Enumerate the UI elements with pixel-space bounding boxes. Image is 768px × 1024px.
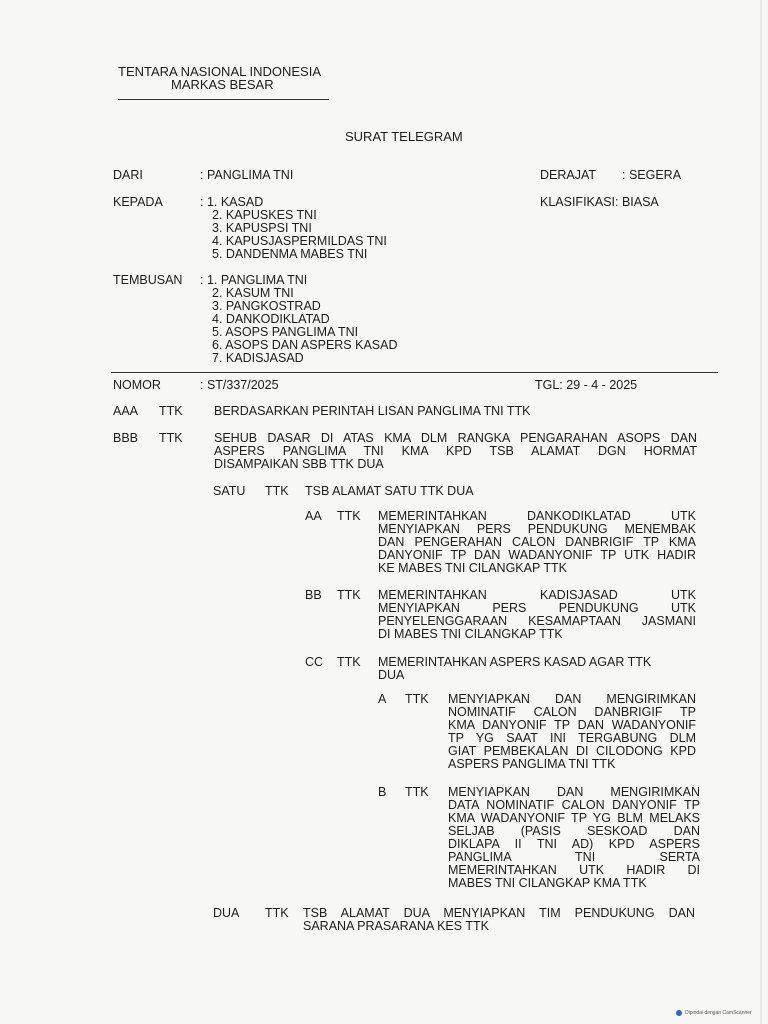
list-item: 3. KAPUSPSI TNI bbox=[212, 221, 312, 235]
tembusan-label: TEMBUSAN bbox=[113, 273, 183, 287]
tanggal: TGL: 29 - 4 - 2025 bbox=[535, 378, 638, 392]
list-item: : 1. KASAD bbox=[200, 195, 264, 209]
ttk-label: TTK bbox=[405, 692, 429, 706]
paragraph-line: SELJAB (PASIS SESKOAD DAN bbox=[448, 824, 700, 838]
ttk-label: TTK bbox=[337, 588, 361, 602]
camscanner-icon bbox=[676, 1010, 682, 1016]
paragraph-line: NOMINATIF CALON DANBRIGIF TP bbox=[448, 705, 696, 719]
b-label: B bbox=[378, 785, 387, 799]
scanner-watermark bbox=[676, 1010, 752, 1016]
paragraph-line: TP YG SAAT INI TERGABUNG DLM bbox=[448, 731, 696, 745]
paragraph-line: MABES TNI CILANGKAP KMA TTK bbox=[448, 876, 647, 890]
org-name: TENTARA NASIONAL INDONESIA bbox=[118, 64, 321, 79]
bbb-paragraph bbox=[214, 432, 697, 471]
dari-value: : PANGLIMA TNI bbox=[200, 168, 294, 182]
ttk-label: TTK bbox=[159, 431, 183, 445]
paragraph-line: DUA bbox=[378, 668, 405, 682]
dari-label: DARI bbox=[113, 168, 143, 182]
document-title: SURAT TELEGRAM bbox=[345, 129, 463, 144]
paragraph-line: MENYIAPKAN PERS PENDUKUNG UTK bbox=[378, 601, 696, 615]
paragraph-line: DANYONIF TP DAN WADANYONIF TP UTK HADIR bbox=[378, 548, 696, 562]
ttk-label: TTK bbox=[265, 484, 289, 498]
derajat-value: : SEGERA bbox=[622, 168, 682, 182]
list-item: 7. KADISJASAD bbox=[212, 351, 304, 365]
bb-label: BB bbox=[305, 588, 322, 602]
aa-label: AA bbox=[305, 509, 322, 523]
list-item: 4. KAPUSJASPERMILDAS TNI bbox=[212, 234, 387, 248]
paragraph-line: MEMERINTAHKAN KADISJASAD UTK bbox=[378, 588, 696, 602]
paragraph-line: DIKLAPA II TNI AD) KPD ASPERS bbox=[448, 837, 700, 851]
paragraph-line: DISAMPAIKAN SBB TTK DUA bbox=[214, 457, 384, 471]
aaa-text: BERDASARKAN PERINTAH LISAN PANGLIMA TNI TTK bbox=[214, 404, 531, 418]
ttk-label: TTK bbox=[337, 509, 361, 523]
list-item: 2. KASUM TNI bbox=[212, 286, 294, 300]
header-underline bbox=[118, 99, 329, 100]
paragraph-line: DAN PENGERAHAN CALON DANBRIGIF TP KMA bbox=[378, 535, 696, 549]
tembusan-list bbox=[200, 274, 398, 365]
scan-edge bbox=[760, 0, 762, 1024]
paragraph-line: DATA NOMINATIF CALON DANYONIF TP bbox=[448, 798, 700, 812]
paragraph-line: KMA DANYONIF TP DAN WADANYONIF bbox=[448, 718, 696, 732]
paragraph-line: GIAT PEMBEKALAN DI CILODONG KPD bbox=[448, 744, 696, 758]
klasifikasi-label: KLASIFIKASI bbox=[540, 195, 616, 209]
aaa-label: AAA bbox=[113, 404, 139, 418]
paragraph-line: MEMERINTAHKAN DANKODIKLATAD UTK bbox=[378, 509, 696, 523]
scanner-text: Dipindai dengan CamScanner bbox=[685, 1010, 752, 1016]
list-item: 3. PANGKOSTRAD bbox=[212, 299, 321, 313]
a-paragraph bbox=[448, 693, 696, 771]
paragraph-line: MEMERINTAHKAN ASPERS KASAD AGAR TTK bbox=[378, 655, 652, 669]
paragraph-line: ASPERS PANGLIMA TNI TTK bbox=[448, 757, 616, 771]
kepada-label: KEPADA bbox=[113, 195, 163, 209]
paragraph-line: DI MABES TNI CILANGKAP TTK bbox=[378, 627, 563, 641]
org-unit: MARKAS BESAR bbox=[171, 77, 274, 92]
bbb-label: BBB bbox=[113, 431, 139, 445]
nomor-value: : ST/337/2025 bbox=[200, 378, 279, 392]
list-item: 5. ASOPS PANGLIMA TNI bbox=[212, 325, 359, 339]
list-item: 5. DANDENMA MABES TNI bbox=[212, 247, 368, 261]
ttk-label: TTK bbox=[405, 785, 429, 799]
list-item: 2. KAPUSKES TNI bbox=[212, 208, 317, 222]
satu-text: TSB ALAMAT SATU TTK DUA bbox=[305, 484, 474, 498]
paragraph-line: PENYELENGGARAAN KESAMAPTAAN JASMANI bbox=[378, 614, 696, 628]
paragraph-line: MEMERINTAHKAN UTK HADIR DI bbox=[448, 863, 700, 877]
bb-paragraph bbox=[378, 589, 696, 641]
paragraph-line: MENYIAPKAN DAN MENGIRIMKAN bbox=[448, 785, 700, 799]
paragraph-line: MENYIAPKAN DAN MENGIRIMKAN bbox=[448, 692, 696, 706]
cc-label: CC bbox=[305, 655, 324, 669]
kepada-list bbox=[200, 196, 387, 261]
a-label: A bbox=[378, 692, 387, 706]
ttk-label: TTK bbox=[337, 655, 361, 669]
ttk-label: TTK bbox=[159, 404, 183, 418]
paragraph-line: PANGLIMA TNI SERTA bbox=[448, 850, 700, 864]
list-item: 4. DANKODIKLATAD bbox=[212, 312, 330, 326]
dua-paragraph bbox=[303, 907, 695, 933]
paragraph-line: SARANA PRASARANA KES TTK bbox=[303, 919, 489, 933]
ttk-label: TTK bbox=[265, 906, 289, 920]
aa-paragraph bbox=[378, 510, 696, 575]
paragraph-line: ASPERS PANGLIMA TNI KMA KPD TSB ALAMAT DGN HORMAT bbox=[214, 444, 697, 458]
paragraph-line: SEHUB DASAR DI ATAS KMA DLM RANGKA PENGARAHAN ASOPS DAN bbox=[214, 431, 697, 445]
paragraph-line: TSB ALAMAT DUA MENYIAPKAN TIM PENDUKUNG DAN bbox=[303, 906, 695, 920]
dua-label: DUA bbox=[213, 906, 240, 920]
paragraph-line: KE MABES TNI CILANGKAP TTK bbox=[378, 561, 567, 575]
paragraph-line: KMA WADANYONIF TP YG BLM MELAKS bbox=[448, 811, 700, 825]
satu-label: SATU bbox=[213, 484, 246, 498]
klasifikasi-value: : BIASA bbox=[615, 195, 659, 209]
list-item: 6. ASOPS DAN ASPERS KASAD bbox=[212, 338, 398, 352]
section-divider bbox=[111, 372, 718, 373]
derajat-label: DERAJAT bbox=[540, 168, 597, 182]
paragraph-line: MENYIAPKAN PERS PENDUKUNG MENEMBAK bbox=[378, 522, 696, 536]
cc-paragraph bbox=[378, 656, 696, 682]
list-item: : 1. PANGLIMA TNI bbox=[200, 273, 308, 287]
nomor-label: NOMOR bbox=[113, 378, 161, 392]
b-paragraph bbox=[448, 786, 700, 890]
